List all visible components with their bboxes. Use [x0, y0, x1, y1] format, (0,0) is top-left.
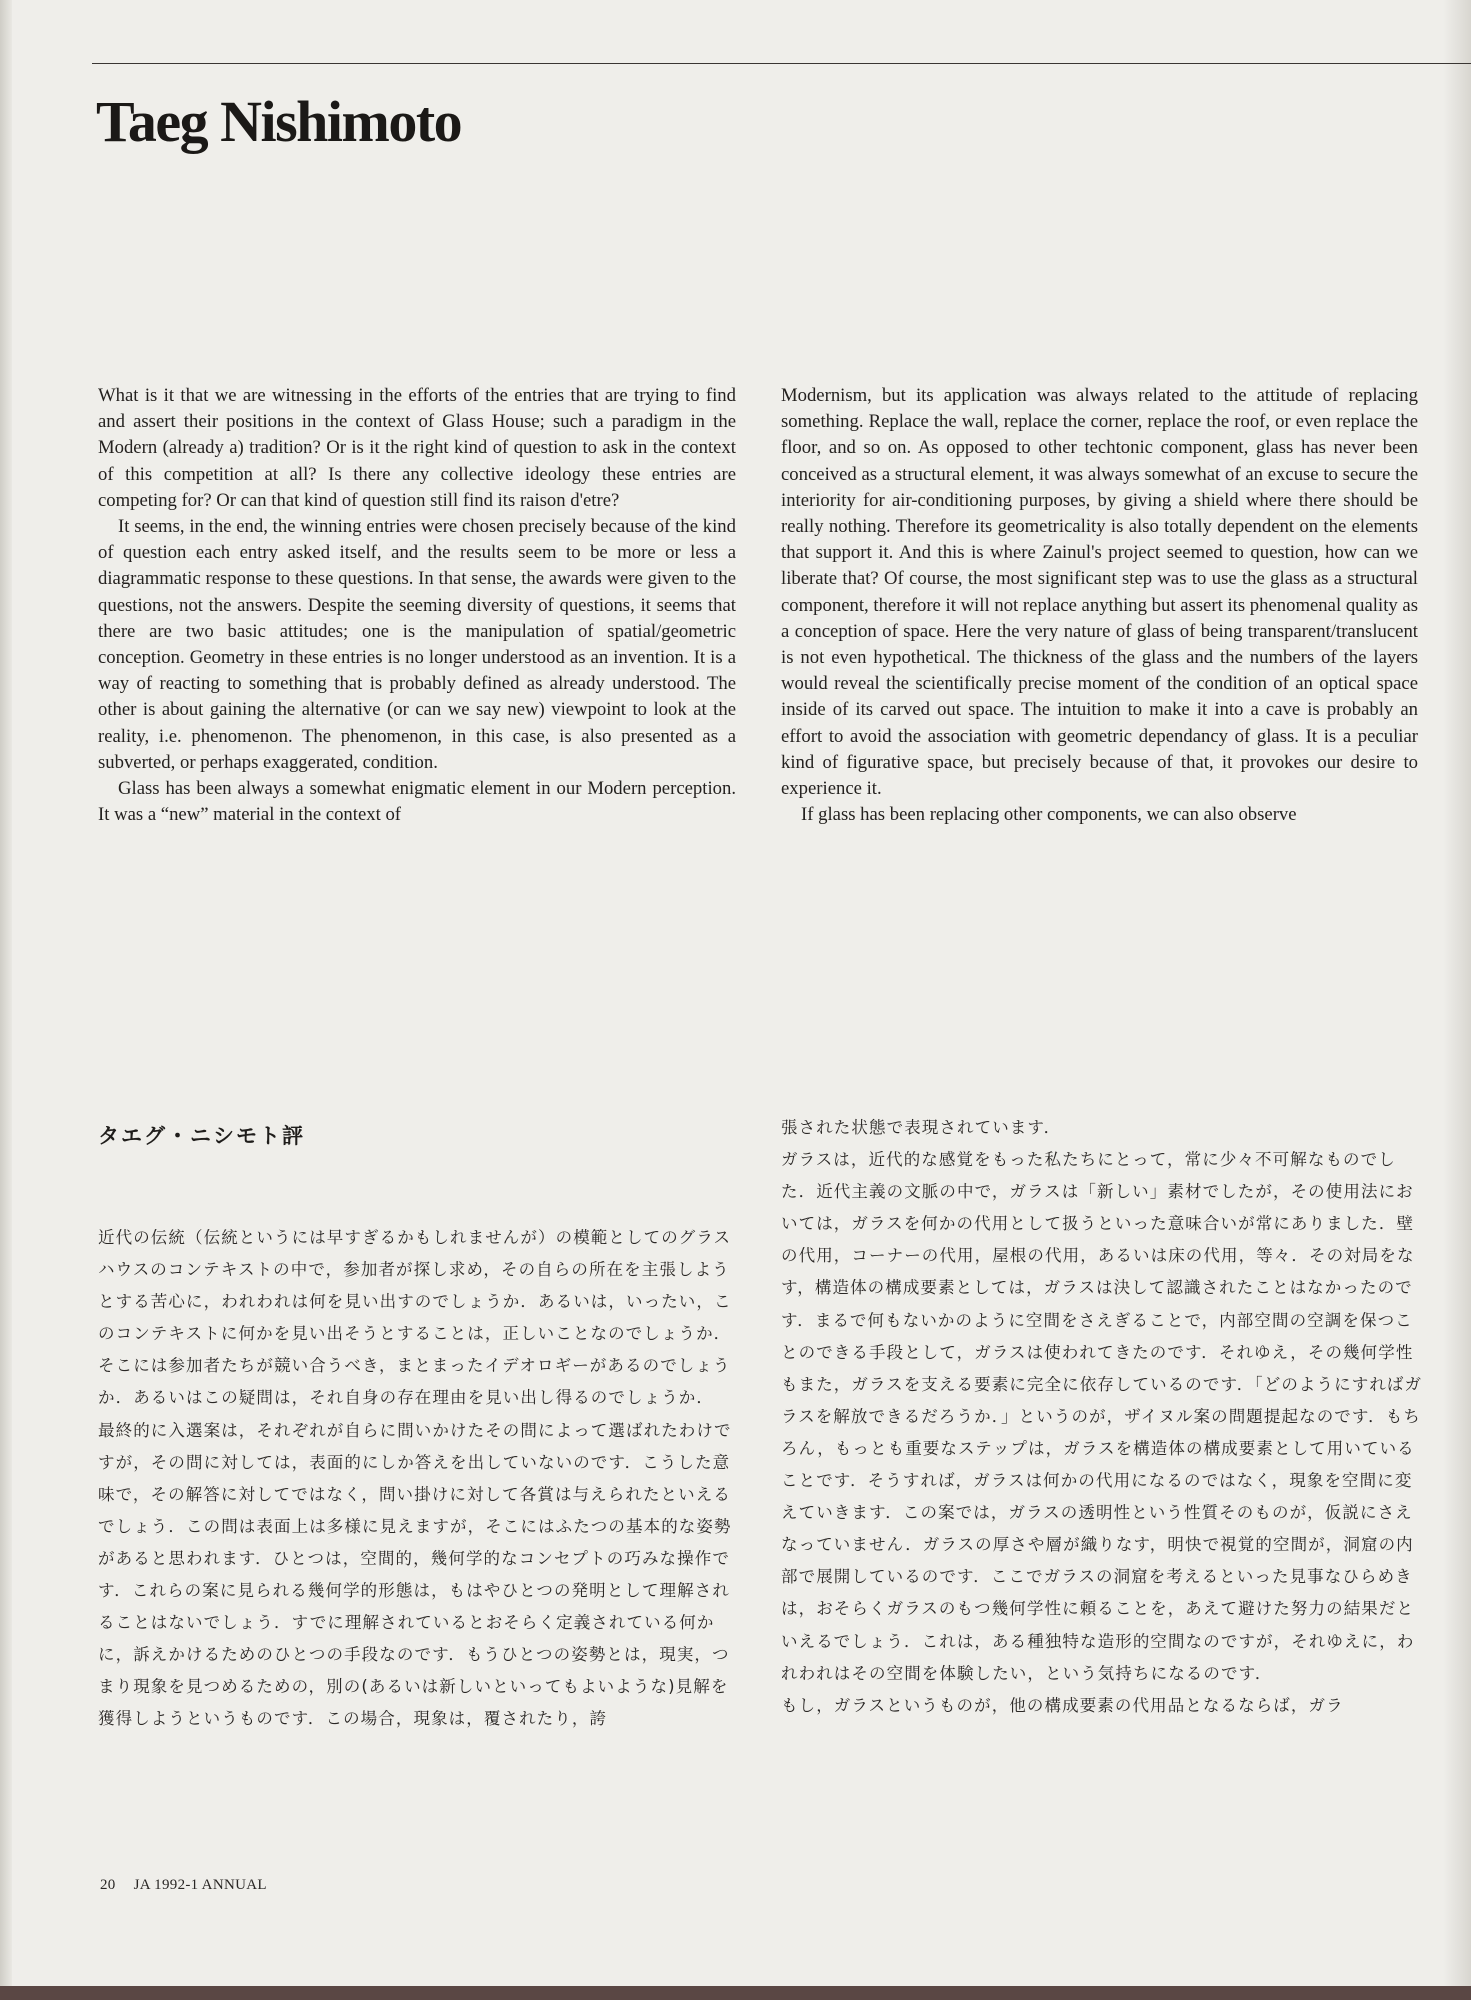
japanese-paragraph: 最終的に入選案は，それぞれが自らに問いかけたその問によって選ばれたわけですが，その問に対しては，表面的にしか答えを出していないのです．こうした意味で，その解答に対してではなく，問い掛けに対して各賞は与えられたといえるでしょう．この問は表面上は多様に見えますが，そこにはふたつの基本的な姿勢があると思われます．ひとつは，空間的，幾何学的なコンセプトの巧みな操作です．これらの案に見られる幾何学的形態は，もはやひとつの発明として理解されることはないでしょう．すでに理解されているとおそらく定義されている何かに，訴えかけるためのひとつの手段なのです．もうひとつの姿勢とは，現実，つまり現象を見つめるための，別の(あるいは新しいといってもよいような)見解を獲得しようというものです．この場合，現象は，覆されたり，誇 — [98, 1420, 732, 1729]
page-number: 20 — [100, 1877, 116, 1893]
japanese-paragraph: 近代の伝統（伝統というには早すぎるかもしれませんが）の模範としてのグラスハウスのコンテキストの中で，参加者が探し求め，その自らの所在を主張しようとする苦心に，われわれは何を見い出すのでしょうか．あるいは，いったい，このコンテキストに何かを見い出そうとすることは，正しいことなのでしょうか．そこには参加者たちが競い合うべき，まとまったイデオロギーがあるのでしょうか．あるいはこの疑問は，それ自身の存在理由を見い出し得るのでしょうか． — [98, 1228, 732, 1408]
page-right-edge — [1443, 0, 1471, 2000]
english-paragraph: If glass has been replacing other components, we can also observe — [801, 804, 1297, 826]
japanese-paragraph: ガラスは，近代的な感覚をもった私たちにとって，常に少々不可解なものでした．近代主義の文脈の中で，ガラスは「新しい」素材でしたが，その使用法においては，ガラスを何かの代用として扱うといった意味合いが常にありました．壁の代用，コーナーの代用，屋根の代用，あるいは床の代用，等々．その対局をなす，構造体の構成要素としては，ガラスは決して認識されたことはなかったのです．まるで何もないかのように空間をさえぎることで，内部空間の空調を保つことのできる手段として，ガラスは使われてきたのです．それゆえ，その幾何学性もまた，ガラスを支える要素に完全に依存しているのです．「どのようにすればガラスを解放できるだろうか．」というのが，ザイヌル案の問題提起なのです．もちろん，もっとも重要なステップは，ガラスを構造体の構成要素として用いていることです．そうすれば，ガラスは何かの代用になるのではなく，現象を空間に変えていきます．この案では，ガラスの透明性という性質そのものが，仮説にさえなっていません．ガラスの厚さや層が織りなす，明快で視覚的空間が，洞窟の内部で展開しているのです．ここでガラスの洞窟を考えるといった見事なひらめきは，おそらくガラスのもつ幾何学性に頼ることを，あえて避けた努力の結果だといえるでしょう．これは，ある種独特な造形的空間なのですが，それゆえに，われわれはその空間を体験したい，という気持ちになるのです． — [781, 1150, 1423, 1683]
article-title: Taeg Nishimoto — [96, 89, 462, 154]
english-paragraph: What is it that we are witnessing in the efforts of the entries that are trying to find and assert their positions in the context of Glass House; such a paradigm in the Modern (already a) tradition? Or is it the right kind of question to ask in the context of this competition at all? Is there any collective ideology these entries are competing for? Or can that kind of question still find its raison d'etre? — [98, 385, 736, 511]
japanese-heading: タエグ・ニシモト評 — [98, 1124, 305, 1148]
english-column-right — [781, 383, 1418, 828]
english-paragraph: Glass has been always a somewhat enigmatic element in our Modern perception. It was a “new” material in the context of — [98, 778, 736, 826]
english-column-left — [98, 383, 736, 828]
japanese-column-right — [781, 1112, 1426, 1722]
page-footer — [100, 1877, 267, 1894]
japanese-column-left — [98, 1222, 743, 1736]
publication-name: JA 1992-1 ANNUAL — [133, 1877, 267, 1893]
japanese-paragraph: もし，ガラスというものが，他の構成要素の代用品となるならば，ガラ — [781, 1695, 1344, 1715]
page-bottom-edge — [0, 1986, 1471, 2000]
japanese-paragraph: 張された状態で表現されています． — [781, 1118, 1062, 1137]
english-paragraph: Modernism, but its application was always related to the attitude of replacing something. Replace the wall, replace the corner, replace the roof, or even replace the floor, and so on. As opposed to other techtonic component, glass has never been conceived as a structural element, it was always somewhat of an excuse to secure the interiority for air-conditioning purposes, by giving a shield where there should be really nothing. Therefore its geometricality is also totally dependent on the elements that support it. And this is where Zainul's project seemed to question, how can we liberate that? Of course, the most significant step was to use the glass as a structural component, therefore it will not replace anything but assert its phenomenal quality as a conception of space. Here the very nature of glass of being transparent/translucent is not even hypothetical. The thickness of the glass and the numbers of the layers would reveal the scientifically precise moment of the condition of an optical space inside of its carved out space. The intuition to make it into a cave is probably an effort to avoid the association with geometric dependancy of glass. It is a peculiar kind of figurative space, but precisely because of that, it provokes our desire to experience it. — [781, 385, 1418, 800]
english-paragraph: It seems, in the end, the winning entries were chosen precisely because of the kind of question each entry asked itself, and the results seem to be more or less a diagrammatic response to these questions. In that sense, the awards were given to the questions, not the answers. Despite the seeming diversity of questions, it seems that there are two basic attitudes; one is the manipulation of spatial/geometric conception. Geometry in these entries is no longer understood as an invention. It is a way of reacting to something that is probably defined as already understood. The other is about gaining the alternative (or can we say new) viewpoint to look at the reality, i.e. phenomenon. The phenomenon, in this case, is also presented as a subverted, or perhaps exaggerated, condition. — [98, 516, 736, 773]
page-binding-edge — [0, 0, 12, 2000]
header-rule — [92, 63, 1471, 64]
